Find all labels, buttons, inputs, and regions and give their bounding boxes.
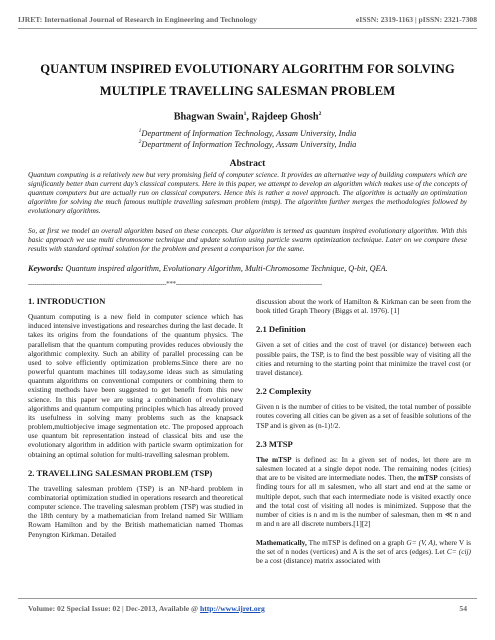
page-footer [28,604,467,613]
journal-issn: eISSN: 2319-1163 | pISSN: 2321-7308 [355,15,477,24]
definition-text: Given a set of cities and the cost of travel (or distance) between each possible pairs, the TSP, is to find the best possible way of visiting all the cities and returning to the starting point that minimize the travel cost (or travel distance). [256,340,471,377]
math-graph: G= (V, A), [406,538,438,548]
section-heading-mtsp: 2.3 MTSP [256,438,293,449]
header-rule [18,28,477,29]
keywords [28,264,467,273]
keywords-label: Keywords: [28,264,64,273]
journal-website-link[interactable]: http://www.ijret.org [200,604,265,613]
affiliation-sup: 1 [138,128,142,134]
math-body-1: The mTSP is defined on a graph [306,538,407,548]
journal-header [18,15,477,24]
affiliation-text: Department of Information Technology, Assam University, India [141,128,357,138]
mtsp-body-1: is defined as: In a given set of nodes, let there are m salesmen located at a single depot node. The remaining nodes (cities) that are to be visited are intermediate nodes. Then, the [256,454,471,483]
journal-name: IJRET: International Journal of Research in Engineering and Technology [18,15,257,24]
affiliation-2 [0,139,495,149]
abstract-heading: Abstract [229,158,266,169]
section-heading-introduction: 1. INTRODUCTION [28,296,106,306]
section-heading-tsp: 2. TRAVELLING SALESMAN PROBLEM (TSP) [28,467,213,478]
abstract-paragraph-2: So, at first we model an overall algorithm based on these concepts. Our algorithm is termed as quantum inspired evolutionary algorithm. With this basic approach we use multi chromosome technique and update solution using particle swarm optimization technique. Later on we compare these results with standard optimal solution for the problem and present a comparison for the same. [28,226,467,254]
mtsp-text [256,455,471,528]
mtsp-term: The mTSP [256,454,292,464]
left-column [28,297,243,549]
math-lead: Mathematically, [256,538,307,548]
complexity-text: Given n is the number of cities to be visited, the total number of possible routes covering all cities can be given as a set of feasible solutions of the TSP and is given as (n-1)!/2. [256,402,471,430]
section-heading-definition: 2.1 Definition [256,324,306,335]
author-sup: 1 [243,111,247,117]
author-name: Bhagwan Swain [173,111,244,123]
author-name: Rajdeep Ghosh [251,111,319,123]
affiliation-text: Department of Information Technology, Assam University, India [141,139,357,149]
right-column [256,297,471,576]
section-separator: --------------------------------------------------------------------***------------------------------------------------------------------------ [28,280,322,288]
mtsp-body-2: consists of finding tours for all m salesmen, who all start and end at the same or multiple depot, such that each intermediate node is visited exactly once and the total cost of visiting all nodes is minimized. Suppose that the number of cities is n and m is the number of salesman, then m ≪ n and m and n are all discrete numbers.[1][2] [256,473,471,528]
math-body-2: where V is the set of n nodes (vertices) and A is the set of arcs (edges). Let [256,538,471,557]
author-sup: 2 [318,111,322,117]
author-list [0,111,495,122]
math-body-3: be a cost (distance) matrix associated with [256,556,381,566]
introduction-text: Quantum computing is a new field in computer science which has induced intensive investigations and researches during the last decade. It takes its origins from the foundations of the quantum physics. The parallelism that the quantum computing provides reduces obviously the algorithmic complexity. Such an ability of parallel processing can be used to solve efficiently optimization problems.Since there are no powerful quantum machines till today,some ideas such as simulating quantum algorithms on conventional computers or combining them to existing methods have been suggested to get benefit from this new science. In this paper we are using a combination of evolutionary algorithms and quantum computing principles which has already proved its usefulness in solving many problems such as the knapsack problem,multiobjecive image segmentation etc. The proposed approach use quantum bit representation instead of classical bits and use the evolutionary algorithm in addition with particle swarm optimization for obtaining an optimal solution for multi-travelling salesman problem. [28,312,243,459]
page-number: 54 [459,604,467,613]
keywords-text: Quantum inspired algorithm, Evolutionary Algorithm, Multi-Chromosome Technique, Q-bit, QEA. [63,264,388,273]
tsp-continued-text: discussion about the work of Hamilton & Kirkman can be seen from the book titled Graph Theory (Biggs et al. 1976). [1] [256,297,471,316]
author-separator: , [246,111,252,123]
affiliation-1 [0,128,495,138]
mtsp-term: mTSP [418,473,438,483]
footer-volume: Volume: 02 Special Issue: 02 | Dec-2013, Available @ [28,604,200,613]
affiliation-sup: 2 [138,139,142,145]
math-cost-matrix: C= (cij) [446,547,471,557]
abstract-paragraph-1: Quantum computing is a relatively new but very promising field of computer science. It provides an alternative way of building computers which are significantly better than current day’s classical computers. Here in this paper, we attempt to develop an algorithm which makes use of the concepts of quantum computers but are actually run on classical computers. Hence this is rather a novel approach. The algorithm is actually an optimization algorithm for solving the much famous multiple travelling salesman problem (mtsp). The algorithm further merges the methodologies followed by evolutionary algorithms. [28,170,467,216]
mathematical-definition-text [256,538,471,565]
paper-title-line-2: MULTIPLE TRAVELLING SALESMAN PROBLEM [99,84,396,98]
tsp-text: The travelling salesman problem (TSP) is an NP-hard problem in combinatorial optimization studied in operations research and theoretical computer science. The traveling salesman problem (TSP) was studied in the 18th century by a mathematician from Ireland named Sir William Rowam Hamilton and by the British mathematician named Thomas Penyngton Kirkman. Detailed [28,483,243,539]
paper-title-line-1: QUANTUM INSPIRED EVOLUTIONARY ALGORITHM FOR SOLVING [40,62,455,76]
section-heading-complexity: 2.2 Complexity [256,386,312,397]
footer-rule [18,598,477,599]
